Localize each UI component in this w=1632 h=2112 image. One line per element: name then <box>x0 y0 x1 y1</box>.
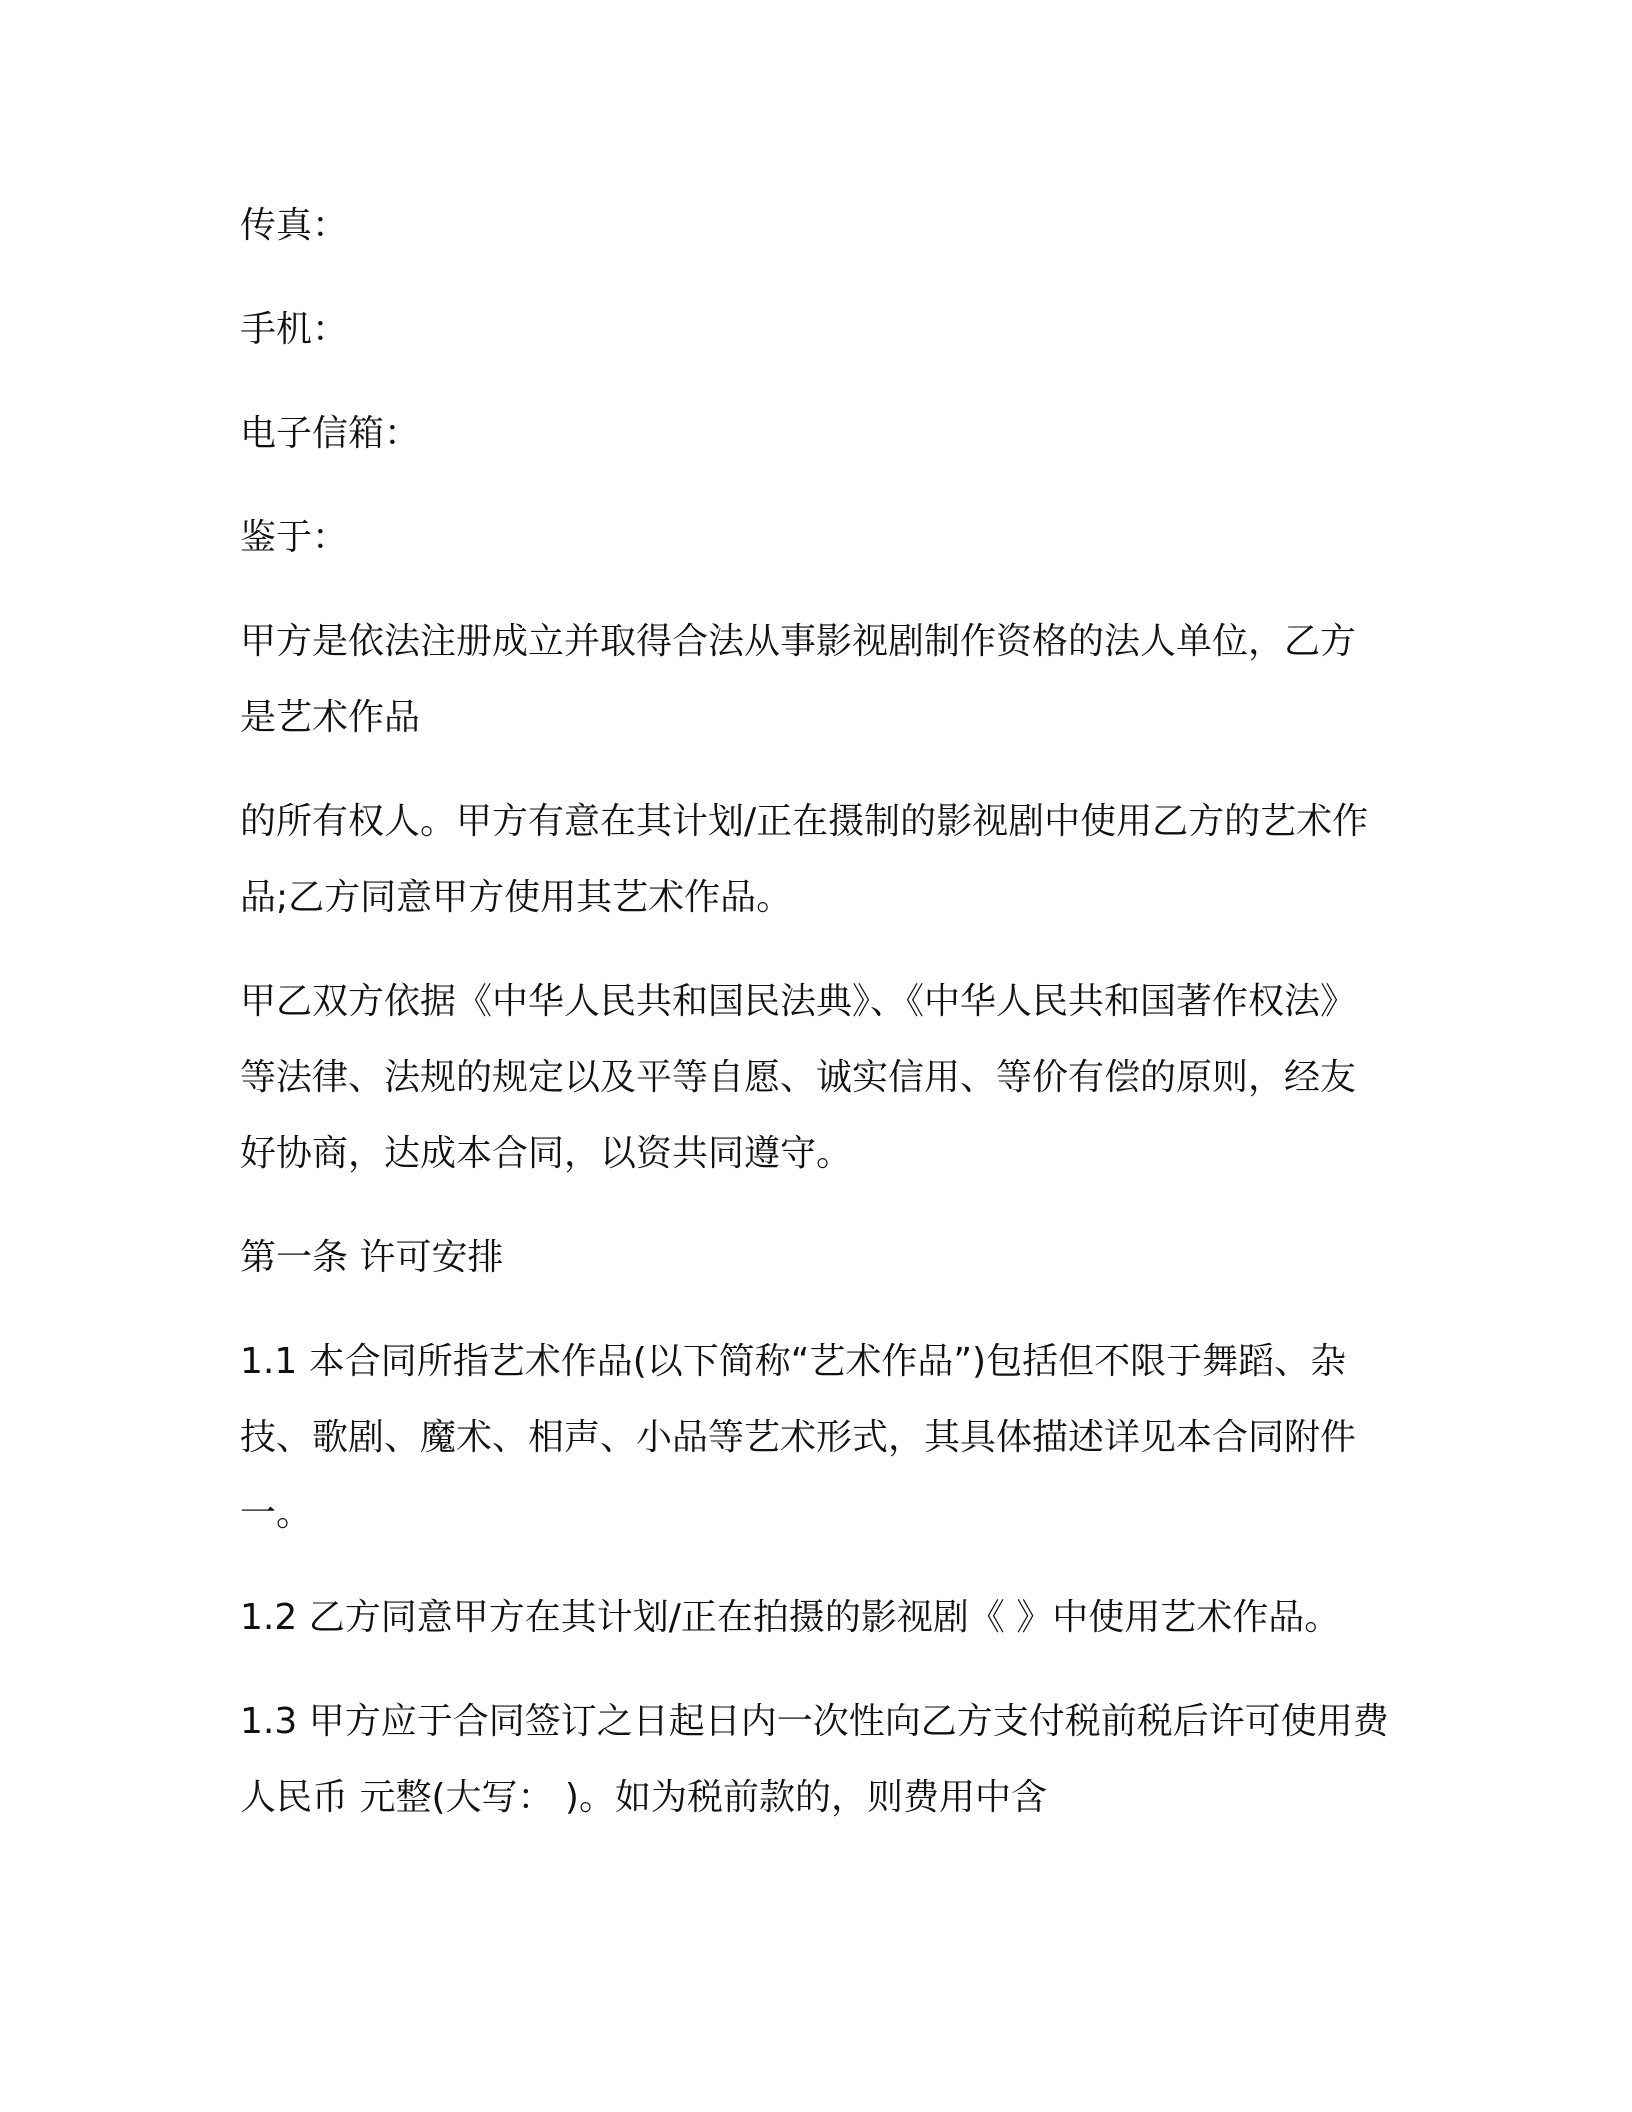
email-label: 电子信箱： <box>240 413 421 454</box>
document-body <box>240 188 1390 1864</box>
clause-1-2: 1.2 乙方同意甲方在其计划/正在拍摄的影视剧《 》中使用艺术作品。 <box>240 1597 1341 1638</box>
recital-ownership: 的所有权人。甲方有意在其计划/正在摄制的影视剧中使用乙方的艺术作品;乙方同意甲方使用其艺术作品。 <box>240 801 1369 918</box>
recital-party-a: 甲方是依法注册成立并取得合法从事影视剧制作资格的法人单位，乙方是艺术作品 <box>240 621 1357 738</box>
whereas-label: 鉴于： <box>240 517 349 558</box>
recital-legal-basis: 甲乙双方依据《中华人民共和国民法典》、《中华人民共和国著作权法》等法律、法规的规定以及平等自愿、诚实信用、等价有偿的原则，经友好协商，达成本合同，以资共同遵守。 <box>240 981 1357 1174</box>
article-1-heading: 第一条 许可安排 <box>240 1237 504 1278</box>
clause-1-3: 1.3 甲方应于合同签订之日起日内一次性向乙方支付税前税后许可使用费人民币 元整(大写： )。如为税前款的，则费用中含 <box>240 1701 1389 1818</box>
mobile-label: 手机： <box>240 309 349 350</box>
fax-label: 传真： <box>240 205 349 246</box>
clause-1-1: 1.1 本合同所指艺术作品(以下简称“艺术作品”)包括但不限于舞蹈、杂技、歌剧、魔术、相声、小品等艺术形式，其具体描述详见本合同附件一。 <box>240 1341 1357 1534</box>
